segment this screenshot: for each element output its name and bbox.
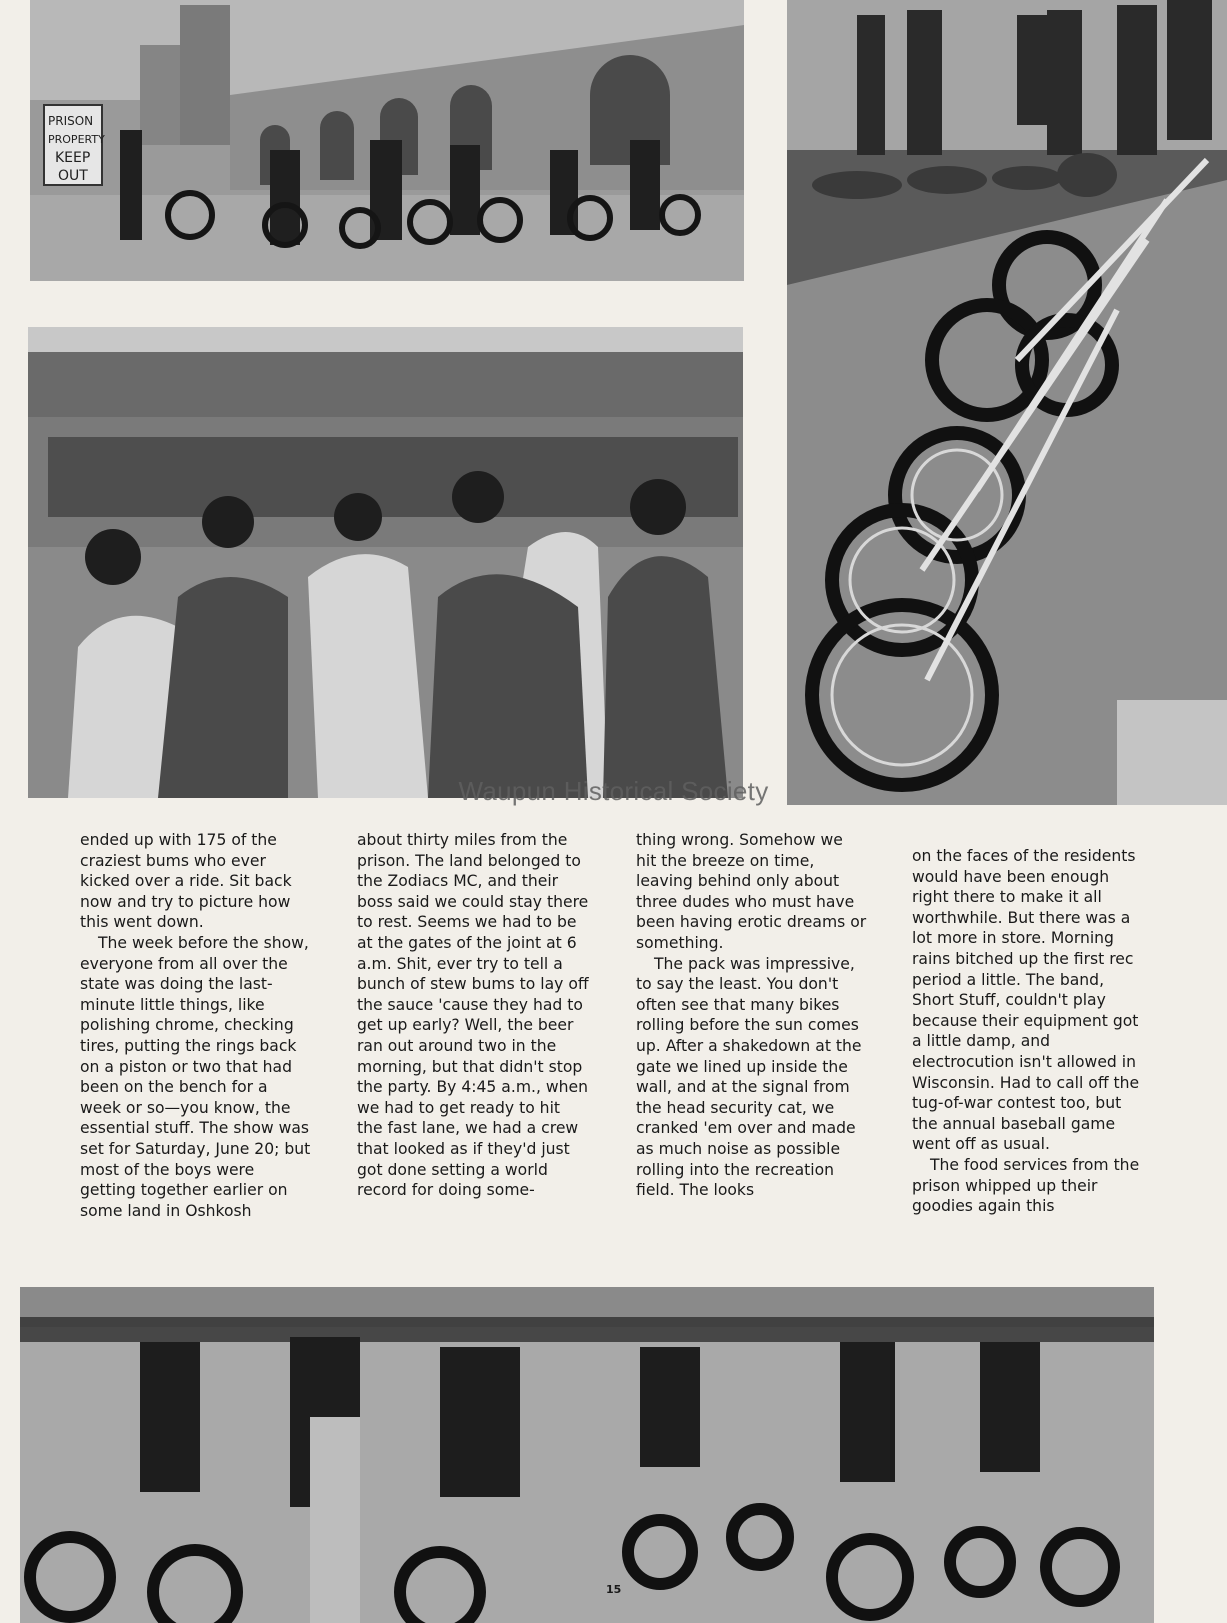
photo-chopper-front-wheels (787, 100, 1227, 805)
sign-line-4: OUT (58, 168, 88, 184)
article-column-1 (80, 830, 312, 1221)
paragraph: The week before the show, everyone from all over the state was doing the last-minute little things, like polishing chrome, checking tires, putting the rings back on a piston or two that had been on the bench for a week or so—you know, the essential stuff. The show was set for Saturday, June 20; but most of the boys were getting together earlier on some land in Oshkosh (80, 933, 311, 1220)
sign-line-2: PROPERTY (48, 133, 105, 146)
paragraph: ended up with 175 of the craziest bums who ever kicked over a ride. Sit back now and try to picture how this went down. (80, 831, 292, 932)
paragraph: thing wrong. Somehow we hit the breeze on time, leaving behind only about three dudes who must have been having erotic dreams or something. (636, 831, 867, 952)
photo-prison-gate-bikers (30, 0, 744, 281)
paragraph: about thirty miles from the prison. The land belonged to the Zodiacs MC, and their boss said we could stay there to rest. Seems we had to be at the gates of the joint at 6 a.m. Shit, ever try to tell a bunch of stew bums to lay off the sauce 'cause they had to get up early? Well, the beer ran out around two in the morning, but that didn't stop the party. By 4:45 a.m., when we had to get ready to hit the fast lane, we had a crew that looked as if they'd just got done setting a world record for doing some- (357, 831, 589, 1200)
paragraph: The food services from the prison whipped up their goodies again this (912, 1155, 1140, 1216)
paragraph: on the faces of the residents would have been enough right there to make it all worthwhile. But there was a lot more in store. Morning rains bitched up the first rec period a little. The band, Short Stuff, couldn't play because their equipment got a little damp, and electrocution isn't allowed in Wisconsin. Had to call off the tug-of-war contest too, but the annual baseball game went off as usual. (912, 847, 1140, 1154)
watermark: Waupun Historical Society (458, 776, 769, 806)
photo-bikers-lineup (20, 1287, 1154, 1623)
page-number: 15 (606, 1583, 622, 1596)
article-column-4 (912, 846, 1144, 1217)
article-column-2 (357, 830, 589, 1201)
photo-crowd-recreation-field (28, 327, 743, 798)
sign-line-3: KEEP (55, 150, 91, 166)
sign-line-1: PRISON (48, 114, 94, 128)
article-column-3 (636, 830, 868, 1201)
paragraph: The pack was impressive, to say the least. You don't often see that many bikes rolling before the sun comes up. After a shakedown at the gate we lined up inside the wall, and at the signal from the head security cat, we cranked 'em over and made as much noise as possible rolling into the recreation field. The looks (636, 954, 862, 1200)
